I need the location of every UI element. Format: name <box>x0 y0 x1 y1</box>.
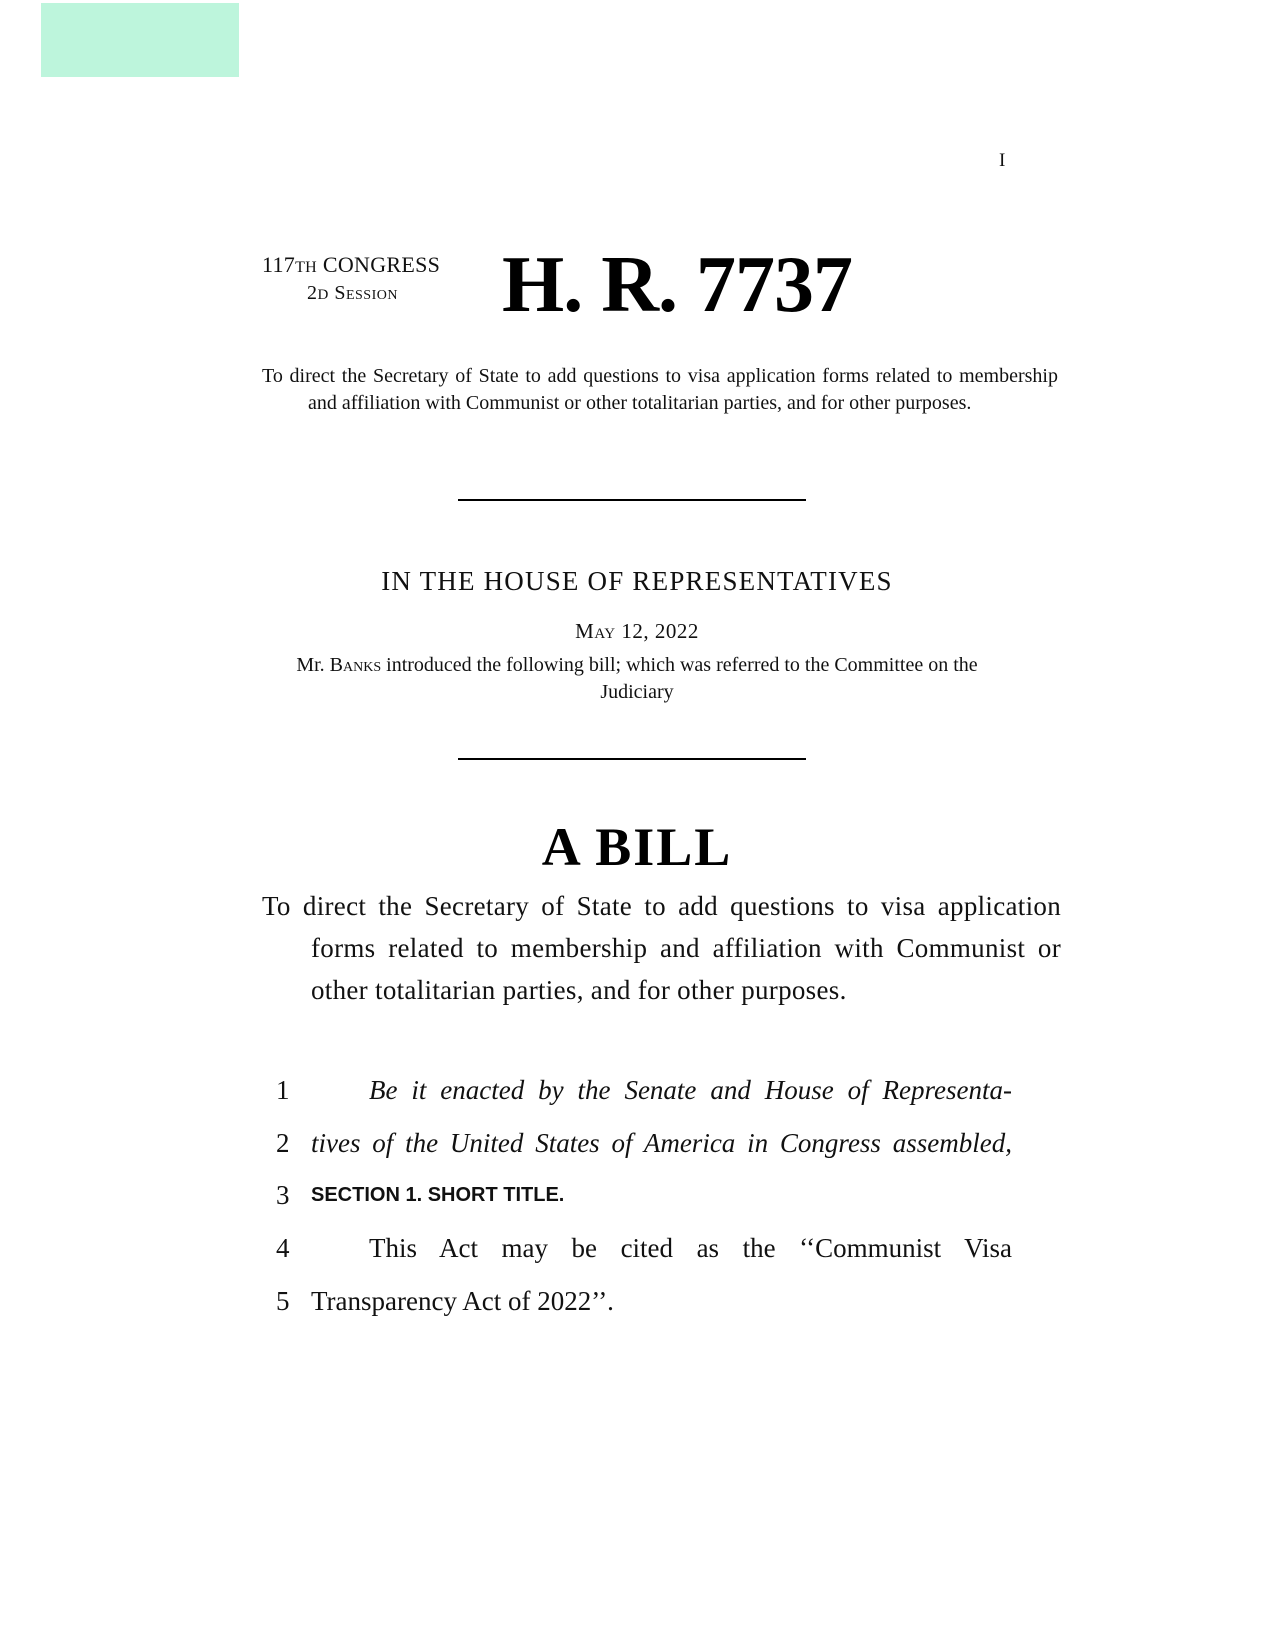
bill-number: H. R. 7737 <box>502 241 852 329</box>
line-number: 2 <box>276 1128 290 1158</box>
congress-session-block <box>262 252 472 307</box>
congress-label: 117TH CONGRESS <box>262 252 441 277</box>
body-line <box>262 1230 1012 1266</box>
line-number: 4 <box>276 1233 290 1263</box>
session-label: 2D Session <box>307 282 398 304</box>
page-marker: I <box>999 150 1006 171</box>
enacting-clause: Be it enacted by the Senate and House of Representa- <box>369 1075 1012 1105</box>
chamber-heading: IN THE HOUSE OF REPRESENTATIVES <box>381 566 893 596</box>
bill-summary: To direct the Secretary of State to add questions to visa application forms related to membership and affiliation with Communist or other totalitarian parties, and for other purposes. <box>262 365 1058 414</box>
body-line <box>262 1125 1012 1161</box>
sponsor-name: Banks <box>329 654 382 676</box>
bill-long-title: To direct the Secretary of State to add questions to visa application forms related to membership and affiliation with Communist or other totalitarian parties, and for other purposes. <box>262 891 1061 1005</box>
divider-top <box>458 499 806 501</box>
body-line <box>262 1072 1012 1108</box>
section-text: This Act may be cited as the ‘‘Communist Visa <box>369 1233 1012 1263</box>
body-line <box>262 1177 1012 1213</box>
line-number: 1 <box>276 1075 290 1105</box>
introduction-date: May 12, 2022 <box>575 619 699 643</box>
bill-heading: A BILL <box>541 817 733 877</box>
line-number: 3 <box>276 1180 290 1210</box>
line-number: 5 <box>276 1286 290 1316</box>
section-text: Transparency Act of 2022’’. <box>311 1286 614 1316</box>
highlight-tag <box>41 3 239 77</box>
body-line <box>262 1283 1012 1319</box>
section-heading: SECTION 1. SHORT TITLE. <box>311 1184 565 1206</box>
divider-bottom <box>458 758 806 760</box>
enacting-clause: tives of the United States of America in Congress assembled, <box>311 1128 1012 1158</box>
introduction-statement: Mr. Banks introduced the following bill; which was referred to the Committee on the Judiciary <box>296 654 978 703</box>
